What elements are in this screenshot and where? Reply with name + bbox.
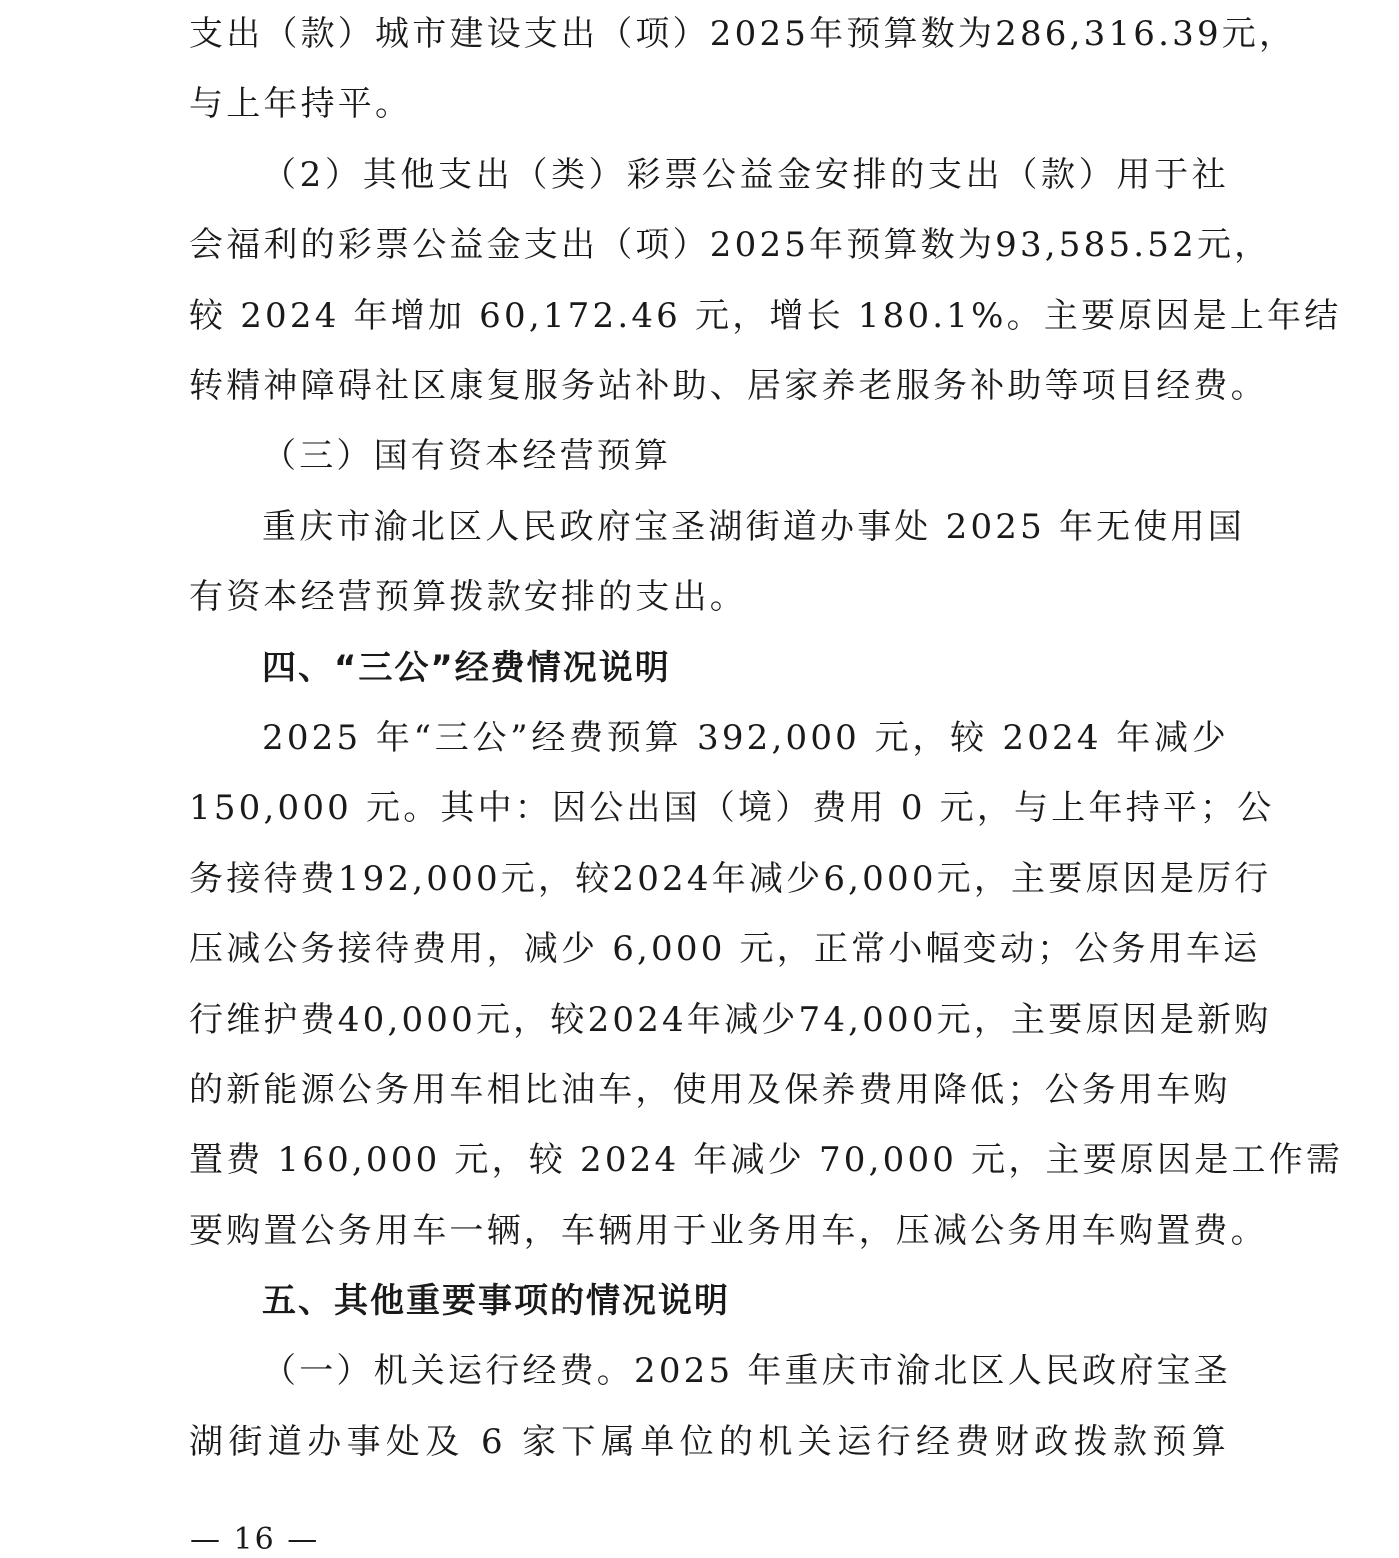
subsection-heading: （三）国有资本经营预算 bbox=[262, 436, 672, 476]
paragraph-line: 的新能源公务用车相比油车，使用及保养费用降低；公务用车购 bbox=[189, 1070, 1231, 1110]
paragraph-line: 湖街道办事处及 6 家下属单位的机关运行经费财政拨款预算 bbox=[189, 1422, 1229, 1462]
paragraph-line: 行维护费40,000元，较2024年减少74,000元，主要原因是新购 bbox=[189, 1000, 1272, 1040]
paragraph-line: 转精神障碍社区康复服务站补助、居家养老服务补助等项目经费。 bbox=[189, 366, 1268, 406]
paragraph-line: 与上年持平。 bbox=[189, 84, 413, 124]
paragraph-line: 会福利的彩票公益金支出（项）2025年预算数为93,585.52元， bbox=[189, 225, 1272, 265]
paragraph-line: （2）其他支出（类）彩票公益金安排的支出（款）用于社 bbox=[262, 155, 1229, 195]
paragraph-line: 较 2024 年增加 60,172.46 元，增长 180.1%。主要原因是上年结 bbox=[189, 296, 1342, 336]
section-heading: 四、“三公”经费情况说明 bbox=[262, 648, 671, 688]
paragraph-line: （一）机关运行经费。2025 年重庆市渝北区人民政府宝圣 bbox=[262, 1351, 1231, 1391]
paragraph-line: 压减公务接待费用，减少 6,000 元，正常小幅变动；公务用车运 bbox=[189, 929, 1261, 969]
page-number: — 16 — bbox=[190, 1522, 320, 1557]
paragraph-line: 要购置公务用车一辆，车辆用于业务用车，压减公务用车购置费。 bbox=[189, 1211, 1268, 1251]
paragraph-line: 置费 160,000 元，较 2024 年减少 70,000 元，主要原因是工作需 bbox=[189, 1140, 1344, 1180]
paragraph-line: 重庆市渝北区人民政府宝圣湖街道办事处 2025 年无使用国 bbox=[262, 507, 1245, 547]
paragraph-line: 2025 年“三公”经费预算 392,000 元，较 2024 年减少 bbox=[262, 718, 1229, 758]
paragraph-line: 有资本经营预算拨款安排的支出。 bbox=[189, 577, 747, 617]
paragraph-line: 务接待费192,000元，较2024年减少6,000元，主要原因是厉行 bbox=[189, 859, 1272, 899]
paragraph-line: 150,000 元。其中：因公出国（境）费用 0 元，与上年持平；公 bbox=[189, 788, 1275, 828]
paragraph-line: 支出（款）城市建设支出（项）2025年预算数为286,316.39元， bbox=[189, 14, 1297, 54]
section-heading: 五、其他重要事项的情况说明 bbox=[262, 1281, 730, 1321]
